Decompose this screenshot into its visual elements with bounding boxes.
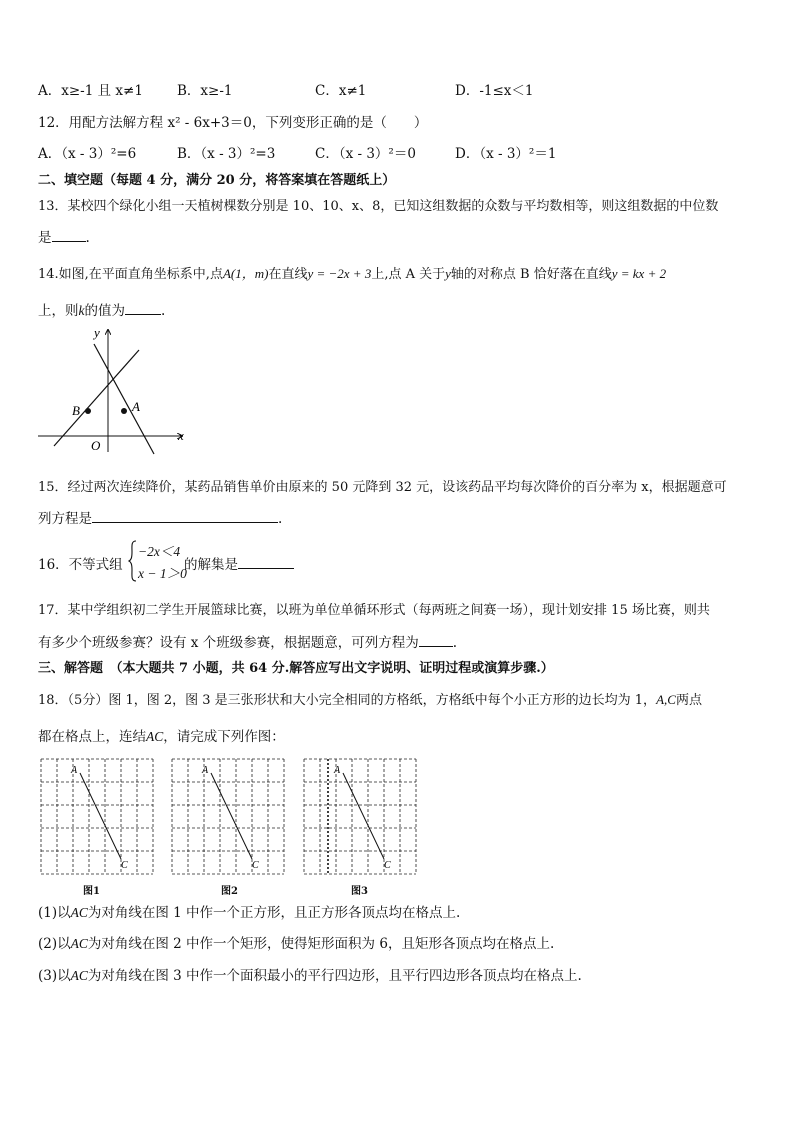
q13-line-2-text: 是	[38, 230, 52, 246]
q18-grid-figures	[36, 752, 436, 897]
line-y-minus-2x-plus-3	[94, 344, 154, 454]
q11-option-d: D．-1≤x＜1	[455, 83, 534, 99]
grid-3-label-c: C	[384, 860, 391, 871]
q11-option-a: A．x≥-1 且 x≠1	[38, 83, 143, 99]
line-y-kx-plus-2	[54, 350, 139, 446]
q14-k-symbol: k	[78, 303, 85, 318]
q17-line-2: 有多少个班级参赛？设有 x 个班级参赛，根据题意，可列方程为 .	[38, 635, 457, 651]
q11-option-c: C．x≠1	[315, 83, 367, 99]
figure-2-caption: 图2	[221, 886, 238, 897]
q15-line-1: 15．经过两次连续降价，某药品销售单价由原来的 50 元降到 32 元，设该药品平均每次降价的百分率为 x，根据题意可	[38, 480, 727, 495]
q14-line-equation-2: y = kx + 2	[611, 266, 667, 281]
q16-inequality-1: −2x＜4	[138, 544, 181, 559]
q13-line-2: 是 .	[38, 230, 90, 246]
origin-label: O	[91, 438, 101, 453]
q14-coordinate-graph	[36, 322, 196, 457]
q18-line-2-text-b: ，请完成下列作图：	[163, 729, 285, 745]
q14-text-2: 在直线	[268, 267, 308, 282]
q16-answer-blank	[238, 555, 294, 569]
q18-sub-1-ac: AC	[70, 905, 88, 920]
x-axis-label: x	[178, 428, 184, 443]
q12-option-d: D．（x - 3）²＝1	[455, 146, 557, 162]
segment-ac-1	[80, 773, 121, 859]
q15-answer-blank	[92, 509, 278, 523]
q14-y-axis-symbol: y	[445, 266, 451, 281]
q12-option-c: C．（x - 3）²＝0	[315, 146, 416, 162]
q14-line-equation-1: y = −2x + 3	[307, 266, 372, 281]
q17-answer-blank	[419, 633, 453, 647]
point-a-dot	[121, 408, 127, 414]
q14-text-6: 的值为	[84, 303, 125, 319]
grid-2-label-a: A	[202, 765, 209, 776]
section-3-title: 三、解答题 （本大题共 7 小题，共 64 分.解答应写出文字说明、证明过程或演算步骤.）	[38, 661, 554, 676]
q12-stem: 12．用配方法解方程 x² - 6x+3＝0，下列变形正确的是（ ）	[38, 115, 428, 131]
q18-sub-3	[38, 966, 582, 986]
q18-sub-1-prefix: (1)以	[38, 905, 71, 921]
q14-line-1	[38, 264, 666, 285]
q14-point-a: A(1，m)	[222, 266, 269, 281]
q18-line-2-text-a: 都在格点上，连结	[38, 729, 146, 745]
q18-sub-2-prefix: (2)以	[38, 936, 71, 952]
grid-figure-3	[304, 759, 416, 874]
figure-3-caption: 图3	[351, 886, 368, 897]
q11-option-b: B．x≥-1	[177, 83, 233, 99]
q13-line-1: 13．某校四个绿化小组一天植树棵数分别是 10、10、x、8，已知这组数据的众数与平均数相等，则这组数据的中位数	[38, 199, 719, 214]
point-b-dot	[85, 408, 91, 414]
segment-ac-3	[343, 773, 384, 859]
grid-1-label-a: A	[71, 765, 78, 776]
q14-text-5: 上，则	[38, 303, 79, 319]
q18-sub-2	[38, 934, 554, 954]
q13-answer-blank	[52, 228, 86, 242]
q15-line-2: 列方程是 .	[38, 511, 283, 527]
q12-option-a: A．（x - 3）²=6	[38, 146, 137, 162]
q18-sub-3-prefix: (3)以	[38, 968, 71, 984]
q16-prefix: 16．不等式组	[38, 557, 123, 573]
q14-text-4: 轴的对称点 B 恰好落在直线	[450, 267, 612, 282]
grid-figure-2	[172, 759, 284, 874]
segment-ac-2	[211, 773, 252, 859]
figure-1-caption: 图1	[83, 886, 100, 897]
q17-line-2-text: 有多少个班级参赛？设有 x 个班级参赛，根据题意，可列方程为	[38, 635, 419, 651]
grid-1-label-c: C	[121, 860, 128, 871]
q16-suffix-line	[184, 555, 294, 575]
q18-line-1-tail: 两点	[675, 693, 702, 708]
q18-line-1-text: 18．（5分）图 1，图 2，图 3 是三张形状和大小完全相同的方格纸，方格纸中每个小正方形的边长均为 1，	[38, 693, 657, 708]
grid-figure-1	[41, 759, 153, 874]
grid-2-label-c: C	[252, 860, 259, 871]
q18-sub-3-ac: AC	[70, 968, 88, 983]
q16-inequality-system	[128, 540, 188, 582]
q12-option-b: B．（x - 3）²=3	[177, 146, 276, 162]
q14-line-2: 上，则k的值为 .	[38, 303, 166, 319]
q16-suffix-text: 的解集是	[184, 557, 238, 573]
grid-3-label-a: A	[334, 765, 341, 776]
point-a-label: A	[132, 399, 140, 414]
q18-line-1	[38, 690, 702, 711]
q14-text-3: 上,点 A 关于	[371, 267, 446, 282]
q14-answer-blank	[125, 301, 161, 315]
q18-sub-2-text: 为对角线在图 2 中作一个矩形，使得矩形面积为 6，且矩形各顶点均在格点上.	[87, 936, 555, 952]
q18-ac-symbol-1: A,C	[656, 692, 676, 707]
section-2-title: 二、填空题（每题 4 分，满分 20 分，将答案填在答题纸上）	[38, 173, 396, 188]
q17-line-1: 17．某中学组织初二学生开展篮球比赛，以班为单位单循环形式（每两班之间赛一场），现计划安排 15 场比赛，则共	[38, 603, 710, 618]
q18-sub-1	[38, 903, 460, 923]
q16-inequality-2: x − 1＞0	[138, 566, 187, 581]
y-axis-label: y	[94, 325, 100, 340]
point-b-label: B	[72, 403, 80, 418]
q16-brace	[128, 540, 138, 582]
q18-line-2	[38, 727, 285, 747]
q18-ac-symbol-2: AC	[146, 729, 164, 744]
q18-sub-3-text: 为对角线在图 3 中作一个面积最小的平行四边形，且平行四边形各顶点均在格点上.	[87, 968, 582, 984]
q18-sub-2-ac: AC	[70, 936, 88, 951]
q15-line-2-text: 列方程是	[38, 511, 92, 527]
q14-text-1: 14.如图,在平面直角坐标系中,点	[38, 267, 223, 282]
q18-sub-1-text: 为对角线在图 1 中作一个正方形，且正方形各顶点均在格点上.	[87, 905, 461, 921]
